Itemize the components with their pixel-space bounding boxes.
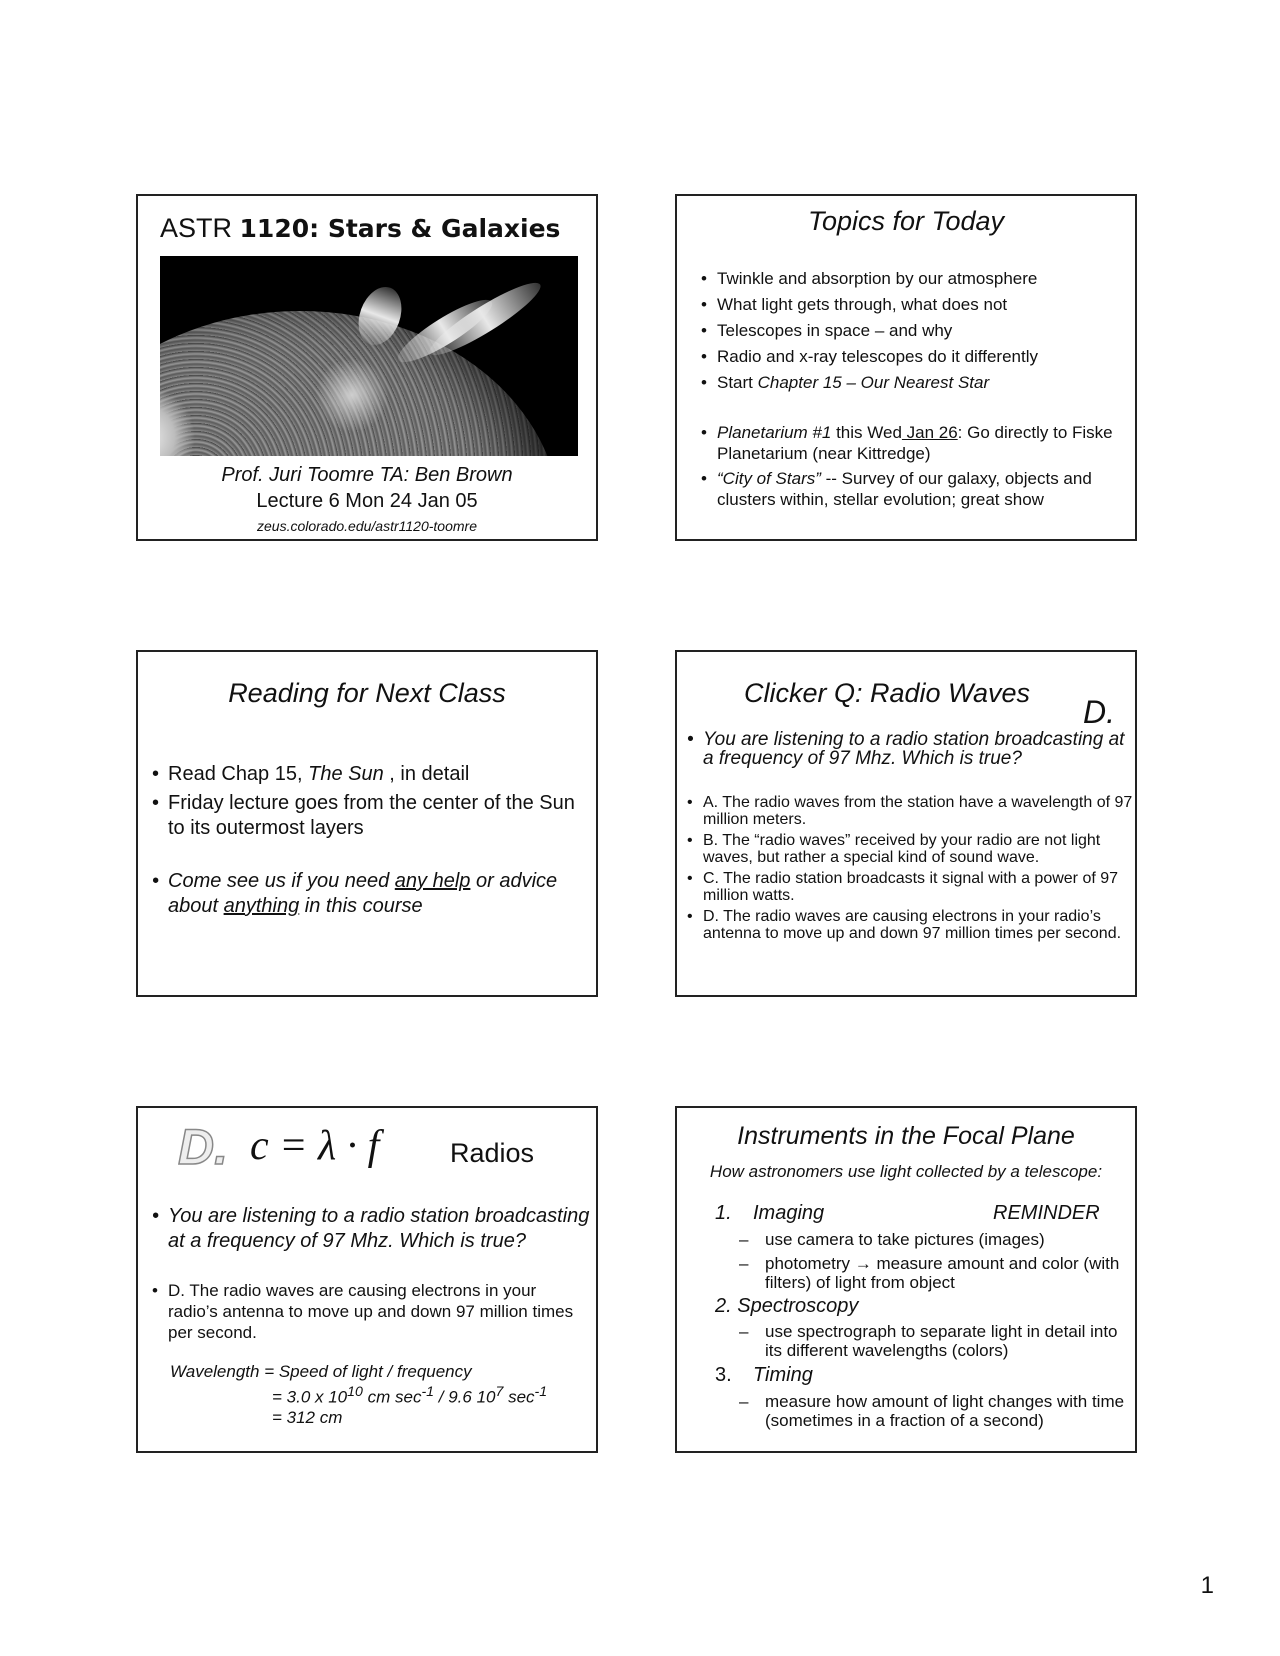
wave-line bbox=[170, 1382, 547, 1408]
text: Come see us if you need bbox=[168, 870, 395, 892]
lecture-line: Lecture 6 Mon 24 Jan 05 bbox=[256, 490, 478, 512]
answer-list bbox=[150, 1280, 590, 1343]
page-number: 1 bbox=[1200, 1572, 1214, 1599]
slide-reading bbox=[136, 650, 598, 997]
reminder-label: REMINDER bbox=[993, 1202, 1100, 1224]
instructor-line: Prof. Juri Toomre TA: Ben Brown bbox=[221, 464, 513, 486]
slide-radios bbox=[136, 1106, 598, 1453]
slide-title: Clicker Q: Radio Waves bbox=[743, 678, 1031, 708]
announcements-list bbox=[699, 422, 1119, 514]
text: = 3.0 x 10 bbox=[272, 1387, 348, 1407]
text: use camera to take pictures (images) bbox=[765, 1230, 1045, 1249]
text: -- Survey of our galaxy, objects and clusters within, stellar evolution; great show bbox=[717, 469, 1092, 509]
slide-title bbox=[136, 194, 598, 541]
list-item bbox=[150, 762, 580, 787]
option-item: • D. The radio waves are causing electrons in your radio’s antenna to move up and down 97 million times per second. bbox=[685, 908, 1133, 942]
text: The Sun bbox=[308, 763, 384, 785]
slide-title: Instruments in the Focal Plane bbox=[737, 1122, 1075, 1150]
text: Chapter 15 – Our Nearest Star bbox=[757, 373, 990, 392]
list-item: • Telescopes in space – and why bbox=[699, 318, 1119, 344]
heading-imaging: Imaging bbox=[753, 1202, 825, 1224]
answer-text: • D. The radio waves are causing electrons in your radio’s antenna to move up and down 97 million times per second. bbox=[150, 1280, 590, 1343]
dash: – bbox=[739, 1254, 749, 1273]
list-item: • Twinkle and absorption by our atmosphere bbox=[699, 266, 1119, 292]
list-item bbox=[699, 468, 1119, 510]
option-item: • A. The radio waves from the station have a wavelength of 97 million meters. bbox=[685, 794, 1133, 828]
list-item: • Radio and x-ray telescopes do it differently bbox=[699, 344, 1119, 370]
list-item bbox=[699, 422, 1119, 464]
text: -1 bbox=[534, 1384, 548, 1400]
wavelength-calculation bbox=[170, 1362, 547, 1428]
detail-item bbox=[739, 1254, 1135, 1292]
text: 7 bbox=[495, 1384, 504, 1400]
text: cm sec bbox=[362, 1387, 422, 1407]
text: / 9.6 10 bbox=[434, 1387, 496, 1407]
wave-line: = 312 cm bbox=[272, 1407, 343, 1427]
list-item bbox=[699, 370, 1119, 396]
list-item: • Friday lecture goes from the center of the Sun to its outermost layers bbox=[150, 791, 580, 841]
text: Planetarium #1 bbox=[717, 423, 832, 442]
text: , in detail bbox=[383, 763, 470, 785]
slide-title: Reading for Next Class bbox=[228, 678, 506, 708]
answer-letter: D. bbox=[1083, 694, 1115, 730]
text: 10 bbox=[347, 1384, 363, 1400]
text: measure how amount of light changes with time (sometimes in a fraction of a second) bbox=[765, 1392, 1125, 1430]
text: Read Chap 15, bbox=[168, 763, 309, 785]
slide-clicker-question bbox=[675, 650, 1137, 997]
topics-list bbox=[699, 266, 1119, 396]
text: Start bbox=[717, 373, 758, 392]
slide-instruments bbox=[675, 1106, 1137, 1453]
list-item: • What light gets through, what does not bbox=[699, 292, 1119, 318]
dash: – bbox=[739, 1392, 749, 1411]
question-text: • You are listening to a radio station broadcasting at a frequency of 97 Mhz. Which is true? bbox=[150, 1204, 590, 1254]
course-title-bold: 1120: Stars & Galaxies bbox=[239, 214, 561, 243]
arrow-icon: → bbox=[854, 1254, 872, 1273]
slide-topics bbox=[675, 194, 1137, 541]
text: any help bbox=[394, 870, 471, 892]
text: measure amount and color (with filters) of light from object bbox=[765, 1254, 1120, 1292]
question-text: • You are listening to a radio station broadcasting at a frequency of 97 Mhz. Which is true? bbox=[685, 730, 1125, 768]
option-item: • B. The “radio waves” received by your radio are not light waves, but rather a special kind of sound wave. bbox=[685, 832, 1133, 866]
list-item bbox=[150, 869, 580, 919]
course-title bbox=[160, 213, 560, 244]
text: : Go directly to Fiske Planetarium (near Kittredge) bbox=[717, 423, 1113, 463]
text: -1 bbox=[421, 1384, 435, 1400]
question bbox=[150, 1204, 590, 1254]
heading-number: 3. bbox=[715, 1364, 732, 1386]
text: “City of Stars” bbox=[717, 469, 821, 488]
heading-timing: Timing bbox=[753, 1364, 813, 1386]
text: in this course bbox=[299, 895, 423, 917]
course-url: zeus.colorado.edu/astr1120-toomre bbox=[257, 518, 477, 534]
course-title-prefix: ASTR bbox=[160, 213, 233, 243]
option-item: • C. The radio station broadcasts it signal with a power of 97 million watts. bbox=[685, 870, 1133, 904]
reading-list bbox=[150, 762, 580, 923]
text: Jan 26 bbox=[901, 423, 958, 442]
heading-spectroscopy: 2. Spectroscopy bbox=[715, 1295, 859, 1317]
text: use spectrograph to separate light in detail into its different wavelengths (colors) bbox=[765, 1322, 1118, 1360]
dash: – bbox=[739, 1230, 749, 1249]
text: sec bbox=[503, 1387, 535, 1407]
slide-title: Radios bbox=[450, 1138, 535, 1168]
wave-line: Wavelength = Speed of light / frequency bbox=[170, 1362, 472, 1381]
question bbox=[685, 730, 1125, 768]
text: photometry bbox=[765, 1254, 855, 1273]
text: this Wed bbox=[831, 423, 902, 442]
slide-subtitle: How astronomers use light collected by a telescope: bbox=[709, 1162, 1103, 1181]
sun-image bbox=[160, 256, 578, 456]
detail-item bbox=[739, 1392, 1135, 1430]
text: or advice about bbox=[168, 870, 558, 917]
detail-item bbox=[739, 1322, 1135, 1360]
options-list bbox=[685, 794, 1133, 946]
heading-number: 1. bbox=[715, 1202, 732, 1224]
detail-item bbox=[739, 1230, 1135, 1249]
text: anything bbox=[223, 895, 300, 917]
dash: – bbox=[739, 1322, 749, 1341]
slide-title: Topics for Today bbox=[807, 206, 1005, 236]
wave-equation: c = λ · f bbox=[250, 1123, 380, 1169]
answer-letter: D. bbox=[178, 1119, 228, 1175]
